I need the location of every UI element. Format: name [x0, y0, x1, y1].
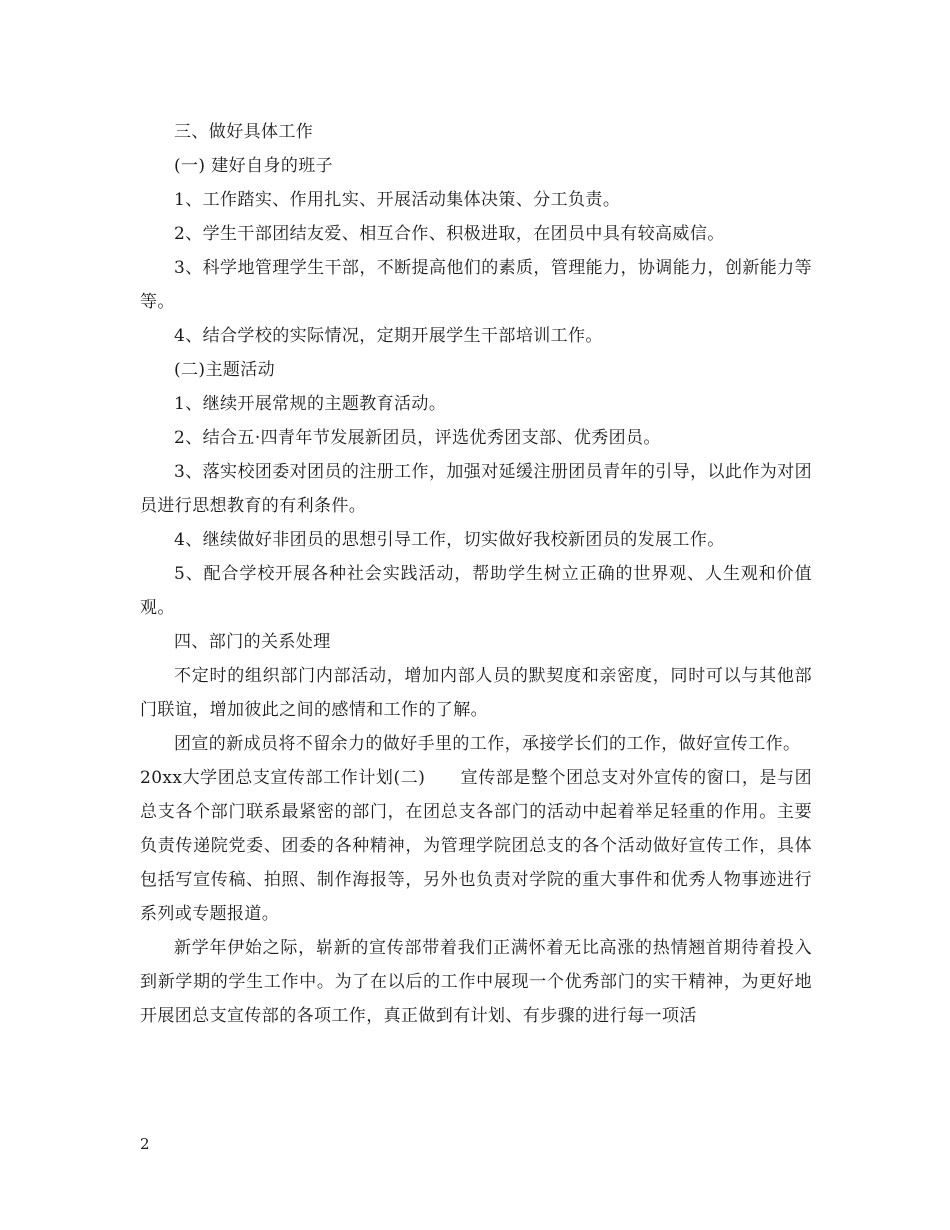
- paragraph-6: 4、结合学校的实际情况，定期开展学生干部培训工作。: [174, 326, 603, 346]
- paragraph-5: 3、科学地管理学生干部，不断提高他们的素质，管理能力，协调能力，创新能力等等。: [140, 258, 812, 312]
- paragraph-17: 新学年伊始之际，崭新的宣传部带着我们正满怀着无比高涨的热情翘首期待着投入到新学期的学生工作中。为了在以后的工作中展现一个优秀部门的实干精神，为更好地开展团总支宣传部的各项工作，真正做到有计划、有步骤的进行每一项活: [140, 938, 812, 1026]
- document-body: [140, 115, 812, 1033]
- paragraph-1: 三、做好具体工作: [174, 122, 314, 142]
- paragraph-13: 四、部门的关系处理: [174, 632, 331, 652]
- paragraph-8: 1、继续开展常规的主题教育活动。: [174, 394, 447, 414]
- paragraph-7: (二)主题活动: [174, 360, 276, 380]
- paragraph-9: 2、结合五·四青年节发展新团员，评选优秀团支部、优秀团员。: [174, 428, 661, 448]
- paragraph-12: 5、配合学校开展各种社会实践活动，帮助学生树立正确的世界观、人生观和价值观。: [140, 564, 812, 618]
- paragraph-4: 2、学生干部团结友爱、相互合作、积极进取，在团员中具有较高威信。: [174, 224, 725, 244]
- page-number: 2: [140, 1135, 150, 1153]
- paragraph-15: 团宣的新成员将不留余力的做好手里的工作，承接学长们的工作，做好宣传工作。: [174, 734, 801, 754]
- paragraph-11: 4、继续做好非团员的思想引导工作，切实做好我校新团员的发展工作。: [174, 530, 725, 550]
- paragraph-3: 1、工作踏实、作用扎实、开展活动集体决策、分工负责。: [174, 190, 621, 210]
- paragraph-14: 不定时的组织部门内部活动，增加内部人员的默契度和亲密度，同时可以与其他部门联谊，增加彼此之间的感情和工作的了解。: [140, 666, 812, 720]
- paragraph-2: (一) 建好自身的班子: [174, 156, 334, 176]
- paragraph-16: 20xx大学团总支宣传部工作计划(二) 宣传部是整个团总支对外宣传的窗口，是与团总支各个部门联系最紧密的部门，在团总支各部门的活动中起着举足轻重的作用。主要负责传递院党委、团委的各种精神，为管理学院团总支的各个活动做好宣传工作，具体包括写宣传稿、拍照、制作海报等，另外也负责对学院的重大事件和优秀人物事迹进行系列或专题报道。: [140, 768, 812, 924]
- paragraph-10: 3、落实校团委对团员的注册工作，加强对延缓注册团员青年的引导，以此作为对团员进行思想教育的有利条件。: [140, 462, 812, 516]
